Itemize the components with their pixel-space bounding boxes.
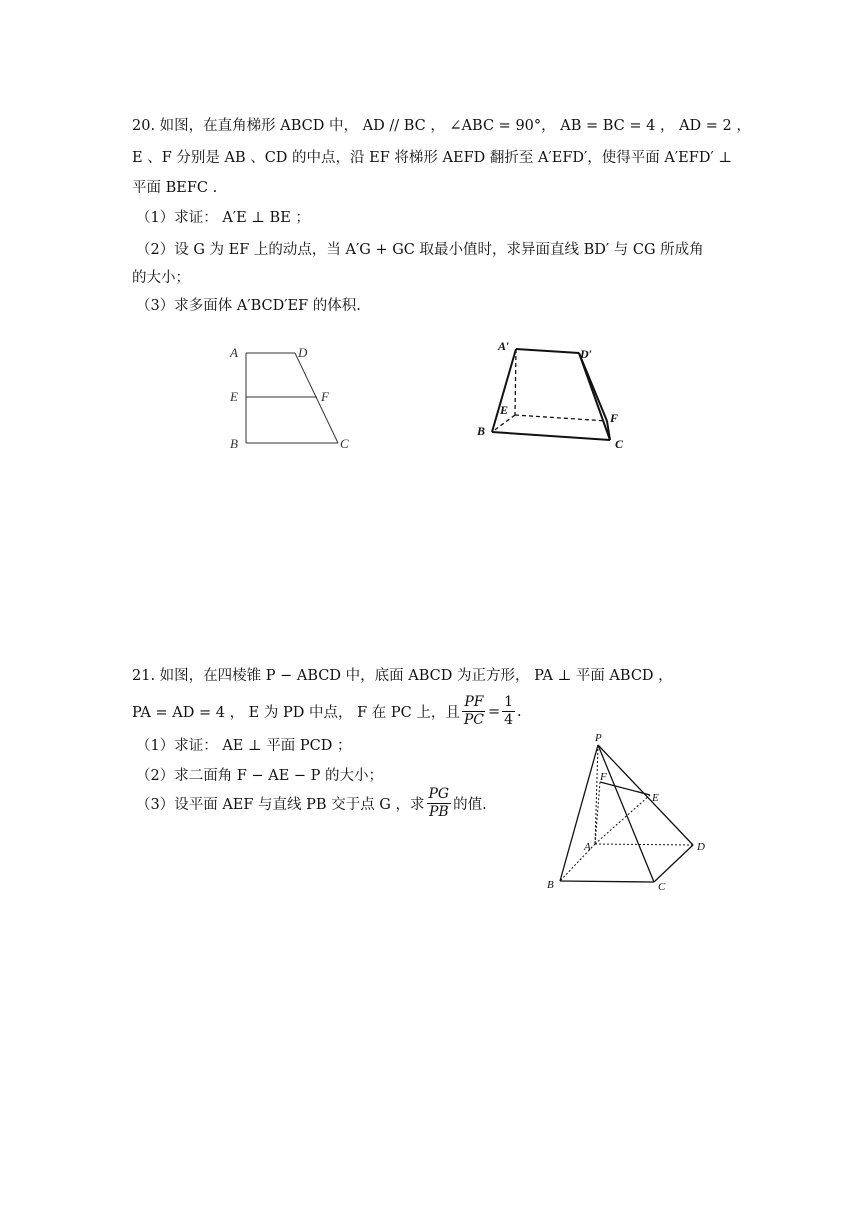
fig1-label-A: A: [230, 345, 238, 360]
fraction-denominator: PC: [463, 712, 484, 728]
q21-part3-suffix: 的值.: [453, 797, 487, 813]
q20-part2-line1: （2）设 G 为 EF 上的动点，当 A′G + GC 取最小值时，求异面直线 BD′ 与 CG 所成角: [136, 242, 704, 258]
fig1-label-D: D: [298, 345, 308, 360]
q20-stem-line3: 平面 BEFC .: [132, 180, 218, 196]
fraction-numerator: 1: [504, 694, 514, 710]
fraction-denominator: 4: [504, 712, 514, 728]
q21-part2: （2）求二面角 F − AE − P 的大小；: [136, 768, 384, 784]
q20-stem-line2: E 、F 分别是 AB 、CD 的中点，沿 EF 将梯形 AEFD 翻折至 A′EFD′，使得平面 A′EFD′ ⊥: [132, 150, 732, 166]
fig2-label-C: C: [615, 437, 624, 451]
fig2-label-A-prime: A′: [498, 339, 510, 353]
fig2-label-D-prime: D′: [580, 347, 593, 361]
fig2-label-B: B: [477, 424, 486, 438]
q21-stem-line2: [132, 694, 522, 729]
fig3-label-P: P: [595, 732, 602, 744]
equals-sign: =: [487, 703, 501, 720]
q21-stem-line2-text: PA = AD = 4 ， E 为 PD 中点， F 在 PC 上，且: [132, 705, 460, 721]
fraction-numerator: PG: [428, 786, 450, 802]
fraction-numerator: PF: [464, 694, 484, 710]
fraction-pf-over-pc: [462, 694, 486, 729]
fig3-label-E: E: [652, 792, 659, 804]
fig1-label-F: F: [321, 389, 329, 404]
q21-part1: （1）求证： AE ⊥ 平面 PCD ；: [136, 738, 352, 754]
fraction-pg-over-pb: [427, 786, 452, 821]
q20-figure-folded-solid: [470, 336, 640, 456]
q20-figure-trapezoid: [222, 340, 362, 458]
q21-part3: [136, 786, 487, 821]
q20-part2-line2: 的大小；: [132, 270, 190, 286]
fraction-one-quarter: [502, 694, 515, 729]
fig3-label-D: D: [697, 841, 705, 853]
fig3-label-B: B: [547, 879, 554, 891]
fig3-label-F: F: [600, 771, 607, 783]
q21-figure-pyramid: [540, 728, 720, 896]
fig3-label-A: A: [584, 841, 591, 853]
fig2-label-F: F: [610, 411, 619, 425]
q21-stem-line1: 21. 如图，在四棱锥 P − ABCD 中，底面 ABCD 为正方形， PA ⊥ 平面 ABCD ，: [132, 668, 673, 684]
fig3-label-C: C: [658, 881, 666, 893]
q20-part3: （3）求多面体 A′BCD′EF 的体积.: [136, 298, 361, 314]
fig1-label-B: B: [230, 436, 238, 451]
q20-stem-line1: 20. 如图，在直角梯形 ABCD 中， AD // BC ， ∠ABC = 90°， AB = BC = 4 ， AD = 2 ，: [132, 118, 751, 134]
fraction-denominator: PB: [428, 804, 449, 820]
fig1-label-E: E: [230, 389, 238, 404]
sentence-end: .: [517, 703, 522, 720]
q21-part3-text: （3）设平面 AEF 与直线 PB 交于点 G ，求: [136, 797, 425, 813]
fig1-label-C: C: [340, 436, 349, 451]
q20-part1: （1）求证： A′E ⊥ BE ；: [136, 210, 310, 226]
fig2-label-E: E: [500, 403, 509, 417]
